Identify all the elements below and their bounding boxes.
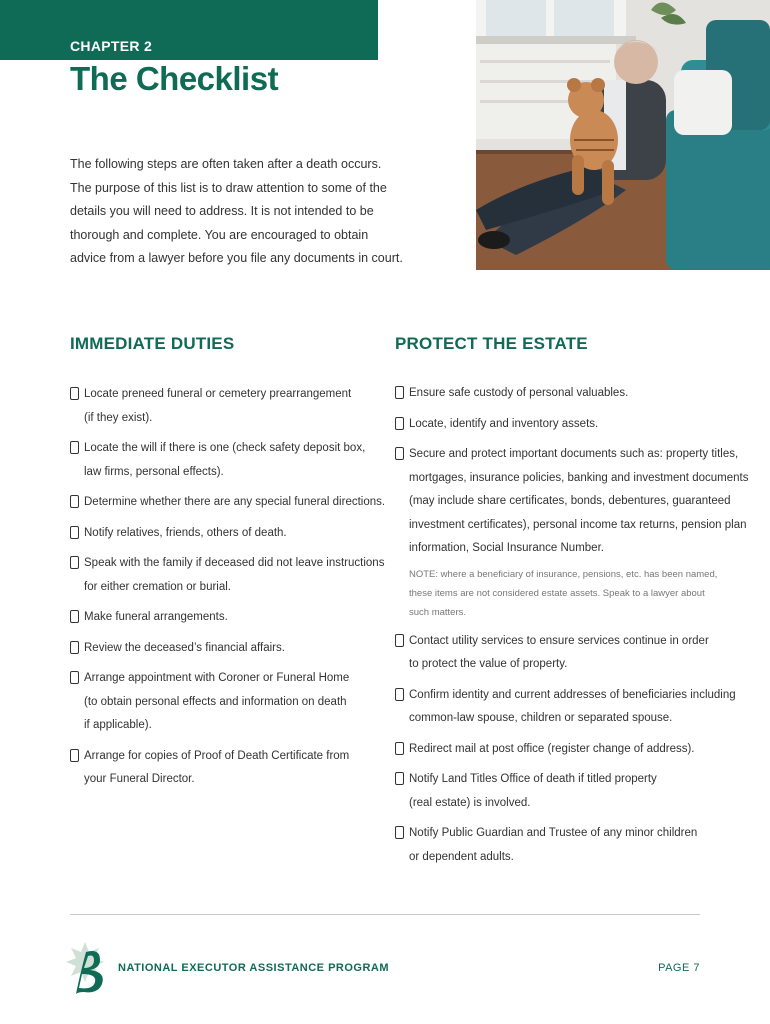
list-item bbox=[395, 630, 709, 677]
item-text: (real estate) is involved. bbox=[409, 796, 531, 809]
checkbox[interactable] bbox=[70, 641, 79, 654]
checkbox[interactable] bbox=[395, 772, 404, 785]
checkbox[interactable] bbox=[70, 610, 79, 623]
item-text: Confirm identity and current addresses of beneficiaries including bbox=[409, 688, 736, 701]
item-text: Arrange appointment with Coroner or Funeral Home bbox=[84, 672, 350, 684]
item-text: common-law spouse, children or separated spouse. bbox=[409, 712, 673, 724]
checkbox[interactable] bbox=[395, 742, 404, 755]
list-item bbox=[395, 822, 700, 869]
list-item bbox=[395, 382, 700, 406]
intro-paragraph bbox=[70, 153, 403, 271]
checkbox[interactable] bbox=[395, 386, 404, 399]
list-item bbox=[70, 637, 390, 661]
item-text: Speak with the family if deceased did not leave instructions bbox=[84, 557, 385, 569]
chapter-label: CHAPTER 2 bbox=[70, 38, 153, 54]
checkbox[interactable] bbox=[70, 441, 79, 454]
item-text: mortgages, insurance policies, banking and investment documents bbox=[409, 471, 749, 484]
intro-line: The purpose of this list is to draw attention to some of the bbox=[70, 180, 387, 195]
note-text: NOTE: where a beneficiary of insurance, pensions, etc. has been named, bbox=[409, 568, 718, 580]
item-text: for either cremation or burial. bbox=[84, 580, 232, 593]
item-text: Make funeral arrangements. bbox=[84, 611, 228, 623]
item-text: (to obtain personal effects and information on death bbox=[84, 695, 347, 708]
item-text: Review the deceased’s financial affairs. bbox=[84, 641, 285, 654]
item-text: or dependent adults. bbox=[409, 850, 514, 863]
note-text: these items are not considered estate assets. Speak to a lawyer about bbox=[409, 587, 705, 599]
page-number: PAGE 7 bbox=[658, 962, 700, 974]
intro-line: advice from a lawyer before you file any documents in court. bbox=[70, 251, 403, 265]
intro-line: details you will need to address. It is not intended to be bbox=[70, 204, 374, 218]
checkbox[interactable] bbox=[70, 387, 79, 400]
item-text: to protect the value of property. bbox=[409, 658, 568, 670]
item-text: Secure and protect important documents such as: property titles, bbox=[409, 448, 739, 460]
list-item bbox=[70, 383, 390, 430]
item-text: law firms, personal effects). bbox=[84, 465, 224, 478]
immediate-duties-list bbox=[70, 383, 390, 799]
checkbox[interactable] bbox=[395, 826, 404, 839]
item-text: information, Social Insurance Number. bbox=[409, 542, 604, 554]
item-text: (if they exist). bbox=[84, 411, 153, 424]
list-item bbox=[70, 667, 390, 738]
protect-estate-heading: PROTECT THE ESTATE bbox=[395, 334, 588, 353]
checkbox[interactable] bbox=[70, 671, 79, 684]
item-text: if applicable). bbox=[84, 719, 152, 731]
item-text: Notify relatives, friends, others of death. bbox=[84, 526, 287, 539]
list-item bbox=[70, 491, 390, 515]
item-text: Redirect mail at post office (register change of address). bbox=[409, 742, 695, 755]
item-text: Locate, identify and inventory assets. bbox=[409, 417, 599, 430]
footer-divider bbox=[70, 914, 700, 915]
list-item bbox=[70, 522, 390, 546]
program-logo-icon bbox=[62, 940, 108, 1000]
checkbox[interactable] bbox=[70, 749, 79, 762]
item-text: your Funeral Director. bbox=[84, 773, 195, 785]
list-item bbox=[70, 606, 390, 630]
item-text: (may include share certificates, bonds, debentures, guaranteed bbox=[409, 495, 731, 507]
checkbox[interactable] bbox=[70, 556, 79, 569]
item-text: Locate preneed funeral or cemetery prearrangement bbox=[84, 388, 352, 400]
checkbox[interactable] bbox=[70, 495, 79, 508]
list-item bbox=[70, 745, 390, 792]
item-text: Ensure safe custody of personal valuables. bbox=[409, 387, 629, 399]
immediate-duties-heading: IMMEDIATE DUTIES bbox=[70, 334, 235, 353]
protect-estate-list bbox=[395, 382, 749, 876]
checkbox[interactable] bbox=[395, 688, 404, 701]
elderly-man-with-teddy-bear-photo bbox=[476, 0, 770, 270]
estate-assets-note bbox=[395, 565, 718, 622]
intro-line: thorough and complete. You are encouraged to obtain bbox=[70, 227, 369, 242]
item-text: Contact utility services to ensure services continue in order bbox=[409, 634, 709, 647]
chapter-banner bbox=[0, 0, 378, 60]
list-item bbox=[395, 738, 700, 762]
item-text: Arrange for copies of Proof of Death Certificate from bbox=[84, 749, 350, 762]
list-item bbox=[70, 437, 390, 484]
item-text: Notify Public Guardian and Trustee of any minor children bbox=[409, 827, 698, 839]
page-title: The Checklist bbox=[70, 60, 279, 97]
item-text: Notify Land Titles Office of death if titled property bbox=[409, 773, 657, 785]
checkbox[interactable] bbox=[395, 447, 404, 460]
list-item bbox=[395, 768, 700, 815]
checkbox[interactable] bbox=[395, 634, 404, 647]
list-item bbox=[70, 552, 390, 599]
item-text: Locate the will if there is one (check safety deposit box, bbox=[84, 442, 366, 454]
intro-line: The following steps are often taken after a death occurs. bbox=[70, 157, 382, 171]
program-name: NATIONAL EXECUTOR ASSISTANCE PROGRAM bbox=[118, 962, 390, 974]
item-text: Determine whether there are any special funeral directions. bbox=[84, 496, 386, 508]
list-item bbox=[395, 413, 700, 437]
list-item bbox=[395, 443, 749, 561]
checkbox[interactable] bbox=[70, 526, 79, 539]
list-item bbox=[395, 684, 736, 731]
item-text: investment certificates), personal income tax returns, pension plan bbox=[409, 518, 747, 531]
note-text: such matters. bbox=[409, 606, 467, 618]
checkbox[interactable] bbox=[395, 417, 404, 430]
